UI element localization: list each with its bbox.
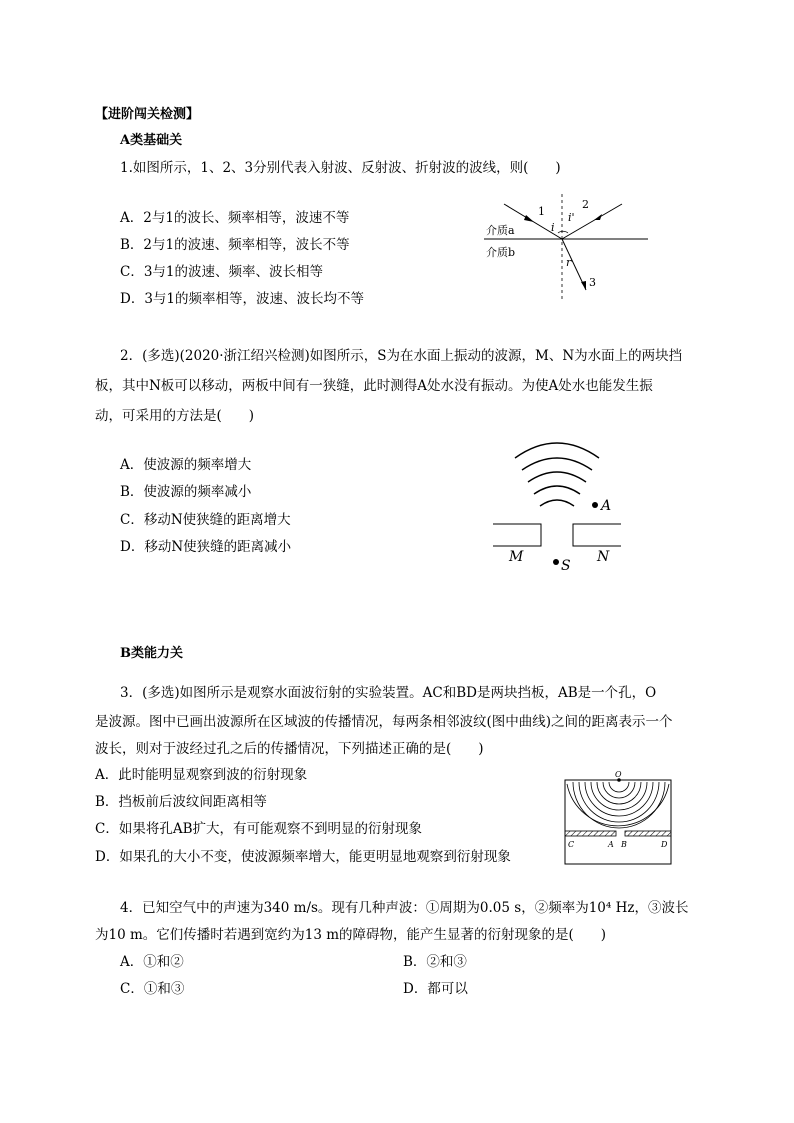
- wavefront-3: [528, 472, 586, 482]
- fig3-label-b: B: [621, 840, 627, 849]
- q3-stem-line1: 3．(多选)如图所示是观察水面波衍射的实验装置。AC和BD是两块挡板，AB是一个孔，O: [120, 685, 657, 701]
- fig3-label-o: O: [615, 770, 622, 779]
- ripple-7: [573, 782, 665, 828]
- q2-stem-line1: 2．(多选)(2020·浙江绍兴检测)如图所示，S为在水面上振动的波源，M、N为水面上的两块挡: [120, 348, 683, 364]
- q3-stem-line2: 是波源。图中已画出波源所在区域波的传播情况，每两条相邻波纹(图中曲线)之间的距离表示一个: [95, 714, 673, 730]
- medium-a-label: 介质a: [486, 224, 515, 237]
- q1-stem: 1.如图所示，1、2、3分别代表入射波、反射波、折射波的波线，则( ): [120, 160, 561, 176]
- medium-b-label: 介质b: [486, 246, 516, 259]
- q3-option-c: C．如果将孔AB扩大，有可能观察不到明显的衍射现象: [95, 821, 422, 837]
- wavefront-5: [540, 500, 574, 506]
- q4-option-b: B．②和③: [403, 954, 467, 970]
- q1-option-c: C．3与1的波速、频率、波长相等: [120, 264, 324, 280]
- fig1-label-i: i: [551, 221, 555, 234]
- refracted-arrow-icon: [581, 281, 586, 290]
- fig1-label-r: r: [566, 256, 572, 269]
- fig1-label-i-prime: i': [568, 211, 575, 224]
- q2-stem-line3: 动，可采用的方法是( ): [95, 408, 255, 424]
- q4-option-c: C．①和③: [120, 981, 185, 997]
- section-title: 【进阶闯关检测】: [95, 107, 200, 122]
- q3-stem-line3: 波长，则对于波经过孔之后的传播情况，下列描述正确的是( ): [95, 741, 484, 757]
- q2-slit-figure: [493, 438, 623, 574]
- q4-option-d: D．都可以: [403, 981, 468, 997]
- ripple-8: [567, 784, 669, 826]
- fig2-label-a: A: [601, 498, 612, 514]
- wavefront-1: [515, 443, 599, 458]
- q3-option-a: A．此时能明显观察到波的衍射现象: [95, 767, 308, 783]
- source-s-dot: [553, 559, 559, 565]
- incident-arrow-icon: [524, 215, 534, 222]
- barrier-bd: [625, 831, 671, 836]
- q1-option-a: A．2与1的波长、频率相等，波速不等: [120, 210, 350, 226]
- q3-option-d: D．如果孔的大小不变，使波源频率增大，能更明显地观察到衍射现象: [95, 849, 511, 865]
- barrier-n: [573, 524, 621, 546]
- reflected-arrow-icon: [594, 214, 602, 220]
- point-a-dot: [592, 502, 598, 508]
- fig1-label-2: 2: [582, 198, 589, 211]
- fig1-label-1: 1: [538, 205, 545, 218]
- q2-option-c: C．移动N使狭缝的距离增大: [120, 512, 291, 528]
- fig2-label-n: N: [597, 549, 610, 565]
- q4-stem-line2: 为10 m。它们传播时若遇到宽约为13 m的障碍物，能产生显著的衍射现象的是( ): [95, 927, 607, 943]
- fig3-label-c: C: [568, 840, 575, 849]
- fig3-label-d: D: [661, 840, 668, 849]
- q2-option-a: A．使波源的频率增大: [120, 457, 252, 473]
- ripple-5: [585, 782, 653, 816]
- barrier-ac: [565, 831, 616, 836]
- fig3-label-a: A: [608, 840, 614, 849]
- q4-stem-line1: 4．已知空气中的声速为340 m/s。现有几种声波：①周期为0.05 s，②频率为10⁴ Hz，③波长: [120, 900, 689, 916]
- wavefront-2: [522, 458, 592, 470]
- q3-diffraction-figure: [563, 770, 673, 866]
- q3-option-b: B．挡板前后波纹间距离相等: [95, 794, 267, 810]
- q2-stem-line2: 板，其中N板可以移动，两板中间有一狭缝，此时测得A处水没有振动。为使A处水也能发生振: [95, 378, 653, 394]
- fig1-label-3: 3: [589, 276, 596, 289]
- section-b-title: B类能力关: [120, 646, 183, 661]
- angle-arc: [558, 231, 568, 233]
- ripple-2: [603, 782, 635, 798]
- ripple-4: [591, 782, 647, 810]
- q1-refraction-figure: [482, 192, 650, 302]
- q2-option-b: B．使波源的频率减小: [120, 484, 252, 500]
- ripple-1: [609, 782, 629, 792]
- q4-option-a: A．①和②: [120, 954, 184, 970]
- fig2-label-s: S: [561, 558, 571, 574]
- q2-option-d: D．移动N使狭缝的距离减小: [120, 539, 292, 555]
- section-a-title: A类基础关: [120, 133, 183, 148]
- wavefront-4: [534, 486, 580, 494]
- q1-option-b: B．2与1的波速、频率相等，波长不等: [120, 237, 350, 253]
- fig2-label-m: M: [509, 549, 524, 565]
- barrier-m: [493, 524, 541, 546]
- q1-option-d: D．3与1的频率相等，波速、波长均不等: [120, 291, 365, 307]
